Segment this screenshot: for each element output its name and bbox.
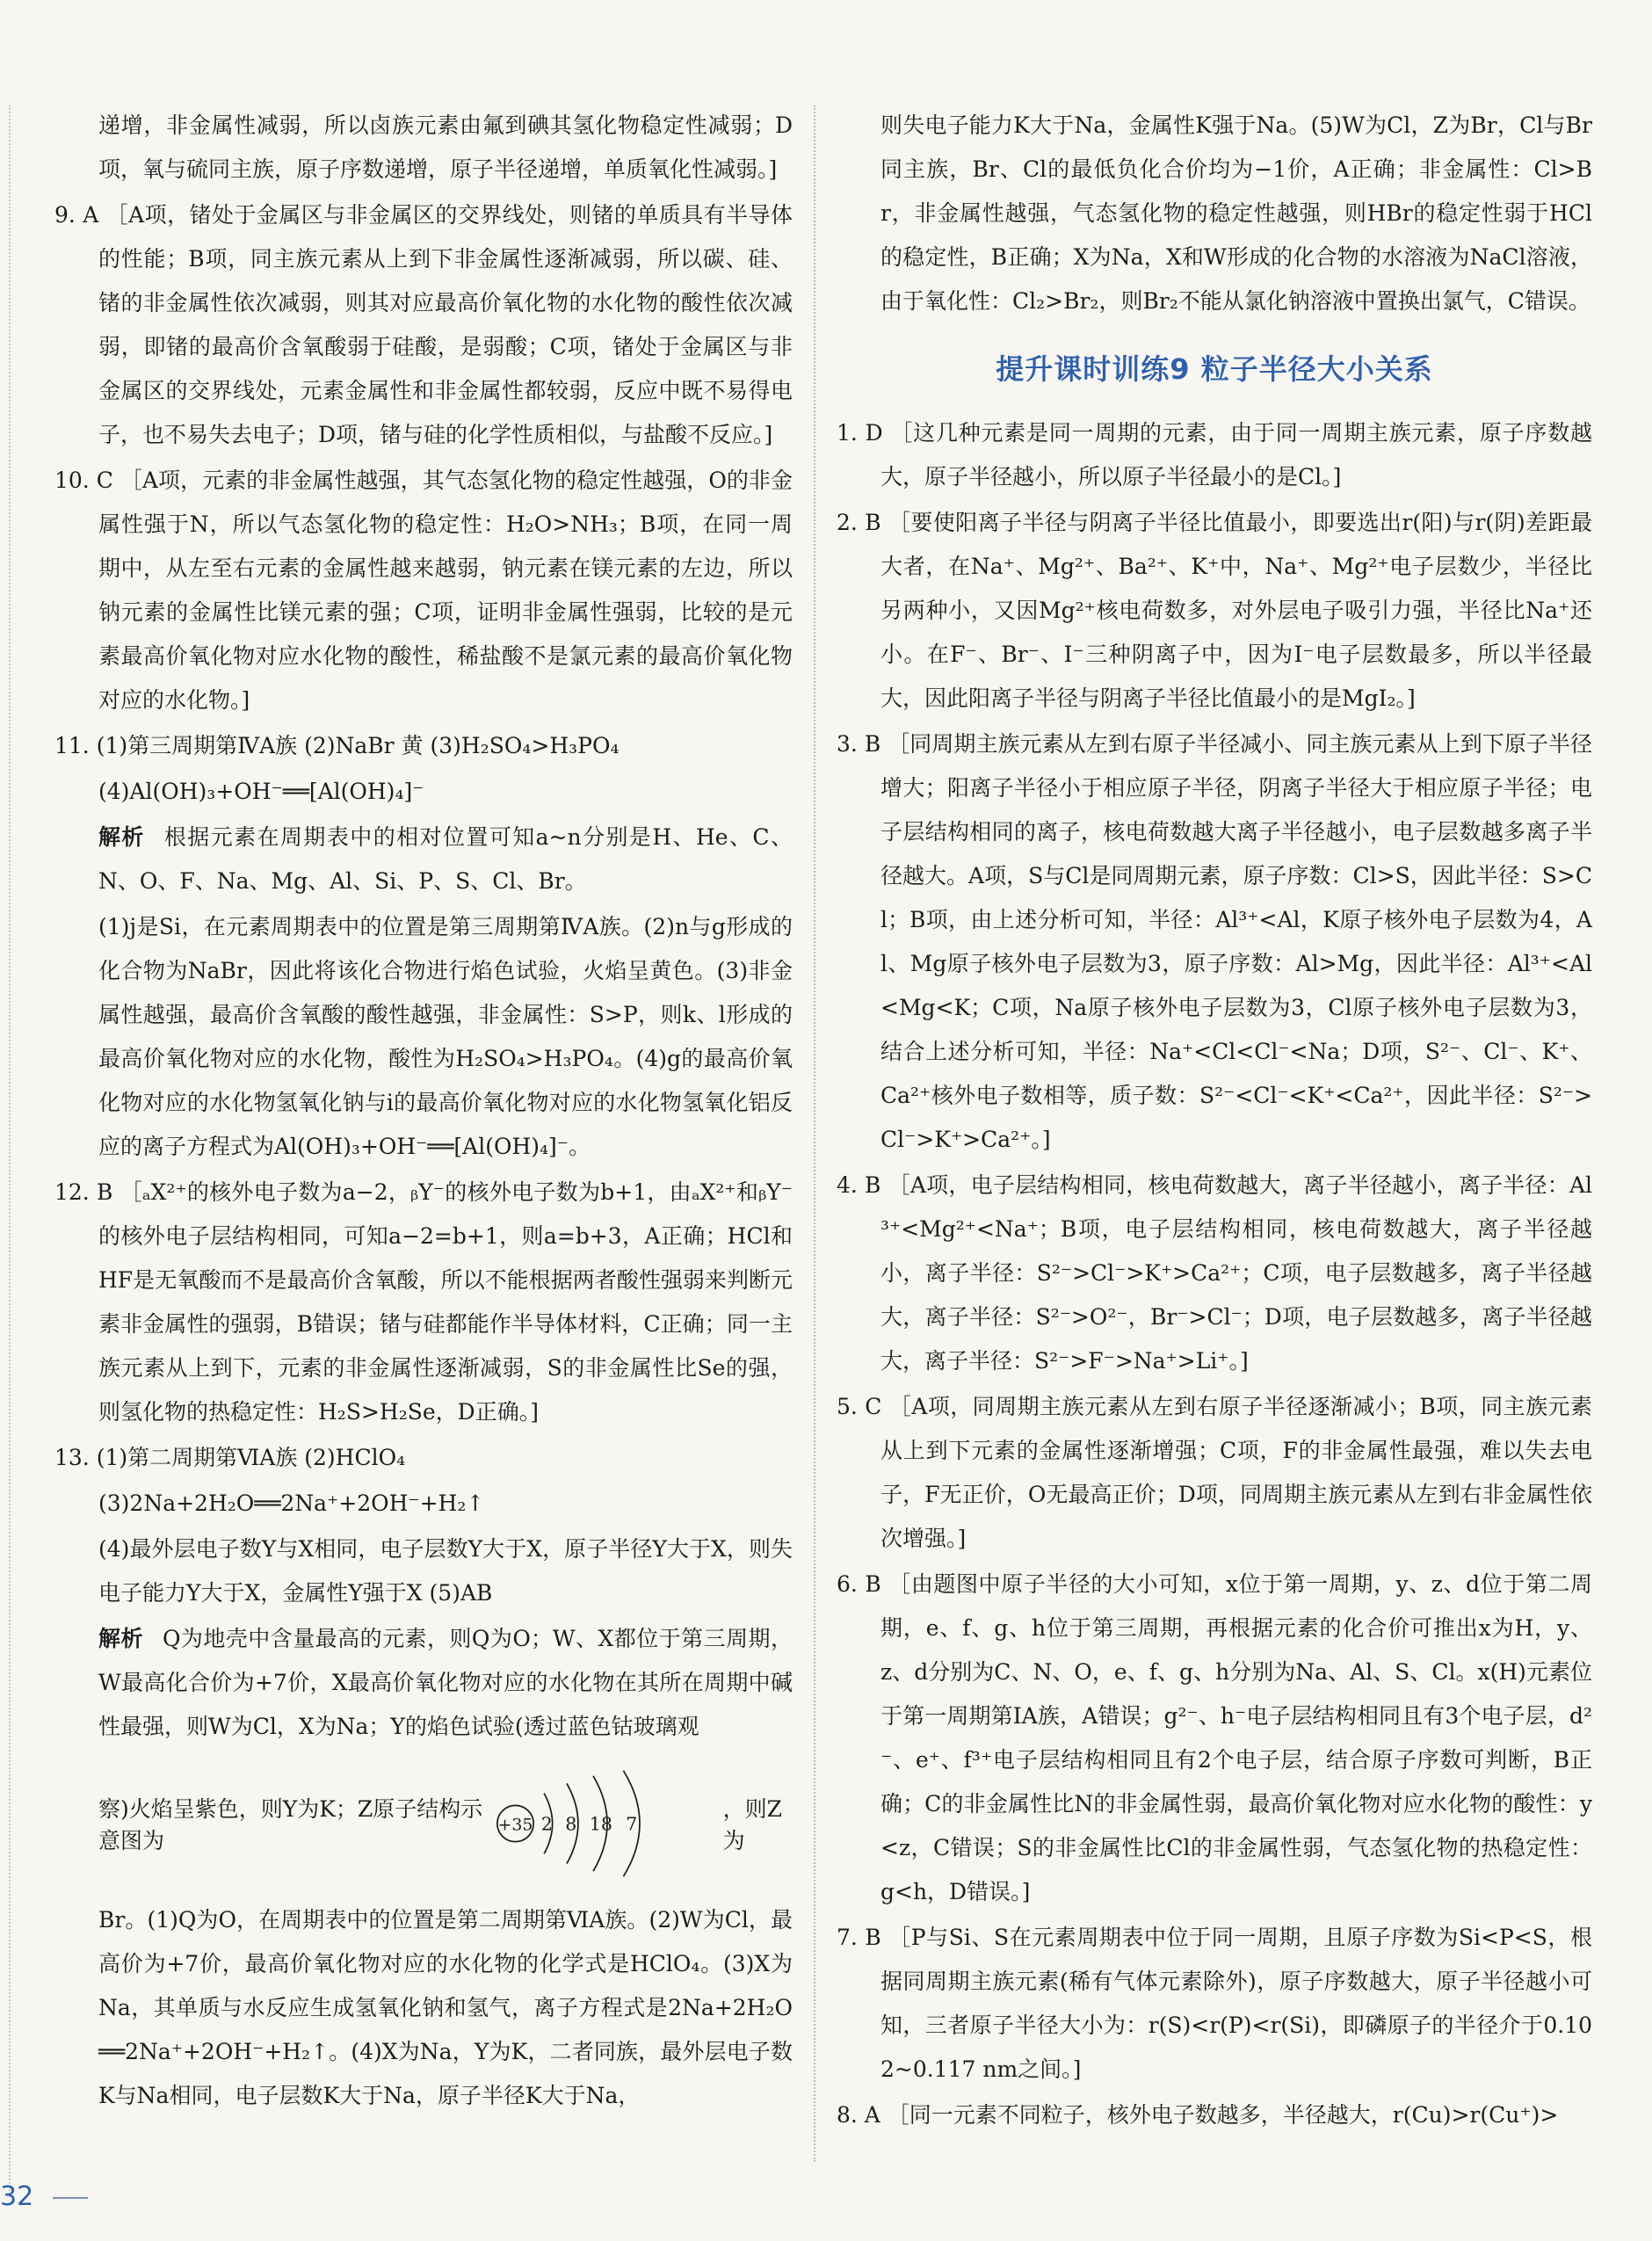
footer-rule [53,2197,88,2199]
answer-12: 12. B ［ₐX²⁺的核外电子数为a−2，ᵦY⁻的核外电子数为b+1，由ₐX²⁺和ᵦY⁻的核外电子层结构相同，可知a−2=b+1，则a=b+3，A正确；HCl和HF是无氧酸而不是最高价含氧酸，所以不能根据两者酸性强弱来判断元素非金属性的强弱，B错误；锗与硅都能作半导体材料，C正确；同一主族元素从上到下，元素的非金属性逐渐减弱，S的非金属性比Se的强，则氢化物的热稳定性：H₂S>H₂Se，D正确。] [54,1179,793,1425]
right-column [837,104,1592,2139]
answer-11-equation: (4)Al(OH)₃+OH⁻══[Al(OH)₄]⁻ [98,779,424,804]
answer-2: 2. B ［要使阳离子半径与阴离子半径比值最小，即要选出r(阳)与r(阴)差距最大者，在Na⁺、Mg²⁺、Ba²⁺、K⁺中，Na⁺、Mg²⁺电子层数少，半径比另两种小，又因Mg²⁺核电荷数多，对外层电子吸引力强，半径比Na⁺还小。在F⁻、Br⁻、I⁻三种阴离子中，因为I⁻电子层数最多，所以半径最大，因此阳离子半径与阴离子半径比值最小的是MgI₂。] [837,510,1592,711]
analysis-label: 解析 [98,824,145,850]
answer-11-analysis-detail: (1)j是Si，在元素周期表中的位置是第三周期第ⅣA族。(2)n与g形成的化合物为NaBr，因此将该化合物进行焰色试验，火焰呈黄色。(3)非金属性越强，最高价含氧酸的酸性越强，非金属性：S>P，则k、l形成的最高价氧化物对应的水化物，酸性为H₂SO₄>H₃PO₄。(4)g的最高价氧化物对应的水化物氢氧化钠与i的最高价氧化物对应的水化物氢氧化铝反应的离子方程式为Al(OH)₃+OH⁻══[Al(OH)₄]⁻。 [98,914,793,1159]
bromine-atom-diagram [491,1758,718,1889]
answer-1: 1. D ［这几种元素是同一周期的元素，由于同一周期主族元素，原子序数越大，原子半径越小，所以原子半径最小的是Cl。] [837,420,1592,490]
analysis-text: Q为地壳中含量最高的元素，则Q为O；W、X都位于第三周期，W最高化合价为+7价，X最高价氧化物对应的水化物在其所在周期中碱性最强，则W为Cl，X为Na；Y的焰色试验(透过蓝色钴玻璃观 [98,1626,793,1739]
answer-11-analysis [54,816,793,903]
analysis-text: 根据元素在周期表中的相对位置可知a~n分别是H、He、C、N、O、F、Na、Mg、Al、Si、P、S、Cl、Br。 [98,824,793,894]
answer-4: 4. B ［A项，电子层结构相同，核电荷数越大，离子半径越小，离子半径：Al³⁺<Mg²⁺<Na⁺；B项，电子层结构相同，核电荷数越大，离子半径越小，离子半径：S²⁻>Cl⁻>K⁺>Ca²⁺；C项，电子层数越多，离子半径越大，离子半径：S²⁻>O²⁻，Br⁻>Cl⁻；D项，电子层数越多，离子半径越大，离子半径：S²⁻>F⁻>Na⁺>Li⁺。] [837,1172,1592,1374]
shell-electrons-2: 8 [564,1813,576,1835]
answer-8: 8. A ［同一元素不同粒子，核外电子数越多，半径越大，r(Cu)>r(Cu⁺)> [837,2102,1559,2128]
shell-electrons-4: 7 [625,1813,637,1835]
answer-11-header: 11. (1)第三周期第ⅣA族 (2)NaBr 黄 (3)H₂SO₄>H₃PO₄ [54,733,620,758]
section-title: 提升课时训练9 粒子半径大小关系 [996,352,1433,386]
shell-electrons-1: 2 [540,1813,553,1835]
answer-10: 10. C ［A项，元素的非金属性越强，其气态氢化物的稳定性越强，O的非金属性强于N，所以气态氢化物的稳定性：H₂O>NH₃；B项，在同一周期中，从左至右元素的金属性越来越弱，钠元素在镁元素的左边，所以钠元素的金属性比镁元素的强；C项，证明非金属性强弱，比较的是元素最高价氧化物对应水化物的酸性，稀盐酸不是氯元素的最高价氧化物对应的水化物。] [54,468,793,713]
continued-answer: 递增，非金属性减弱，所以卤族元素由氟到碘其氢化物稳定性减弱；D项，氧与硫同主族，原子序数递增，原子半径递增，单质氧化性减弱。] [98,112,793,182]
answer-6: 6. B ［由题图中原子半径的大小可知，x位于第一周期，y、z、d位于第二周期，e、f、g、h位于第三周期，再根据元素的化合价可推出x为H，y、z、d分别为C、N、O，e、f、g、h分别为Na、Al、S、Cl。x(H)元素位于第一周期第ⅠA族，A错误；g²⁻、h⁻电子层结构相同且有3个电子层，d²⁻、e⁺、f³⁺电子层结构相同且有2个电子层，结合原子序数可判断，B正确；C的非金属性比N的非金属性弱，最高价氧化物对应水化物的酸性：y<z，C错误；S的非金属性比Cl的非金属性弱，气态氢化物的热稳定性：g<h，D错误。] [837,1571,1592,1904]
answer-9: 9. A ［A项，锗处于金属区与非金属区的交界线处，则锗的单质具有半导体的性能；B项，同主族元素从上到下非金属性逐渐减弱，所以碳、硅、锗的非金属性依次减弱，则其对应最高价氧化物的水化物的酸性依次减弱，即锗的最高价含氧酸弱于硅酸，是弱酸；C项，锗处于金属区与非金属区的交界线处，元素金属性和非金属性都较弱，反应中既不易得电子，也不易失去电子；D项，锗与硅的化学性质相似，与盐酸不反应。] [54,202,793,447]
left-column [54,104,793,2120]
analysis-label: 解析 [98,1626,143,1651]
answer-13-header: 13. (1)第二周期第ⅥA族 (2)HClO₄ [54,1445,406,1470]
answer-7: 7. B ［P与Si、S在元素周期表中位于同一周期，且原子序数为Si<P<S，根据同周期主族元素(稀有气体元素除外)，原子序数越大，原子半径越小可知，三者原子半径大小为：r(S)<r(P)<r(Si)，即磷原子的半径介于0.102~0.117 nm之间。] [837,1925,1592,2082]
answer-5: 5. C ［A项，同周期主族元素从左到右原子半径逐渐减小；B项，同主族元素从上到下元素的金属性逐渐增强；C项，F的非金属性最强，难以失去电子，F无正价，O无最高正价；D项，同周期主族元素从左到右非金属性依次增强。] [837,1394,1592,1551]
answer-13-part4: (4)最外层电子数Y与X相同，电子层数Y大于X，原子半径Y大于X，则失电子能力Y大于X，金属性Y强于X (5)AB [98,1536,793,1606]
page-number: 32 [0,2181,34,2212]
answer-3: 3. B ［同周期主族元素从左到右原子半径减小、同主族元素从上到下原子半径增大；阳离子半径小于相应原子半径，阴离子半径大于相应原子半径；电子层结构相同的离子，核电荷数越大离子半径越小，电子层数越多离子半径越大。A项，S与Cl是同周期元素，原子序数：Cl>S，因此半径：S>Cl；B项，由上述分析可知，半径：Al³⁺<Al，K原子核外电子层数为4，Al、Mg原子核外电子层数为3，原子序数：Al>Mg，因此半径：Al³⁺<Al<Mg<K；C项，Na原子核外电子层数为3，Cl原子核外电子层数为3，结合上述分析可知，半径：Na⁺<Cl<Cl⁻<Na；D项，S²⁻、Cl⁻、K⁺、Ca²⁺核外电子数相等，质子数：S²⁻<Cl⁻<K⁺<Ca²⁺，因此半径：S²⁻>Cl⁻>K⁺>Ca²⁺。] [837,731,1592,1152]
answer-13-equation: (3)2Na+2H₂O══2Na⁺+2OH⁻+H₂↑ [98,1490,485,1516]
shell-electrons-3: 18 [589,1813,612,1835]
atom-text-before: 察)火焰呈紫色，则Y为K；Z原子结构示意图为 [98,1796,483,1853]
atom-structure-line [54,1758,793,1889]
column-divider [814,105,815,2162]
atom-text-after: ，则Z为 [722,1796,782,1853]
margin-rule [9,105,11,2197]
continued-answer-13: 则失电子能力K大于Na，金属性K强于Na。(5)W为Cl，Z为Br，Cl与Br同主族，Br、Cl的最低负化合价均为−1价，A正确；非金属性：Cl>Br，非金属性越强，气态氢化物的稳定性越强，则HBr的稳定性弱于HCl的稳定性，B正确；X为Na，X和W形成的化合物的水溶液为NaCl溶液，由于氧化性：Cl₂>Br₂，则Br₂不能从氯化钠溶液中置换出氯气，C错误。 [880,112,1592,314]
answer-13-analysis-detail: Br。(1)Q为O，在周期表中的位置是第二周期第ⅥA族。(2)W为Cl，最高价为+7价，最高价氧化物对应的水化物的化学式是HClO₄。(3)X为Na，其单质与水反应生成氢氧化钠和氢气，离子方程式是2Na+2H₂O══2Na⁺+2OH⁻+H₂↑。(4)X为Na，Y为K，二者同族，最外层电子数K与Na相同，电子层数K大于Na，原子半径K大于Na， [98,1907,793,2108]
nucleus-charge: +35 [497,1815,533,1835]
answer-13-analysis [54,1617,793,1749]
